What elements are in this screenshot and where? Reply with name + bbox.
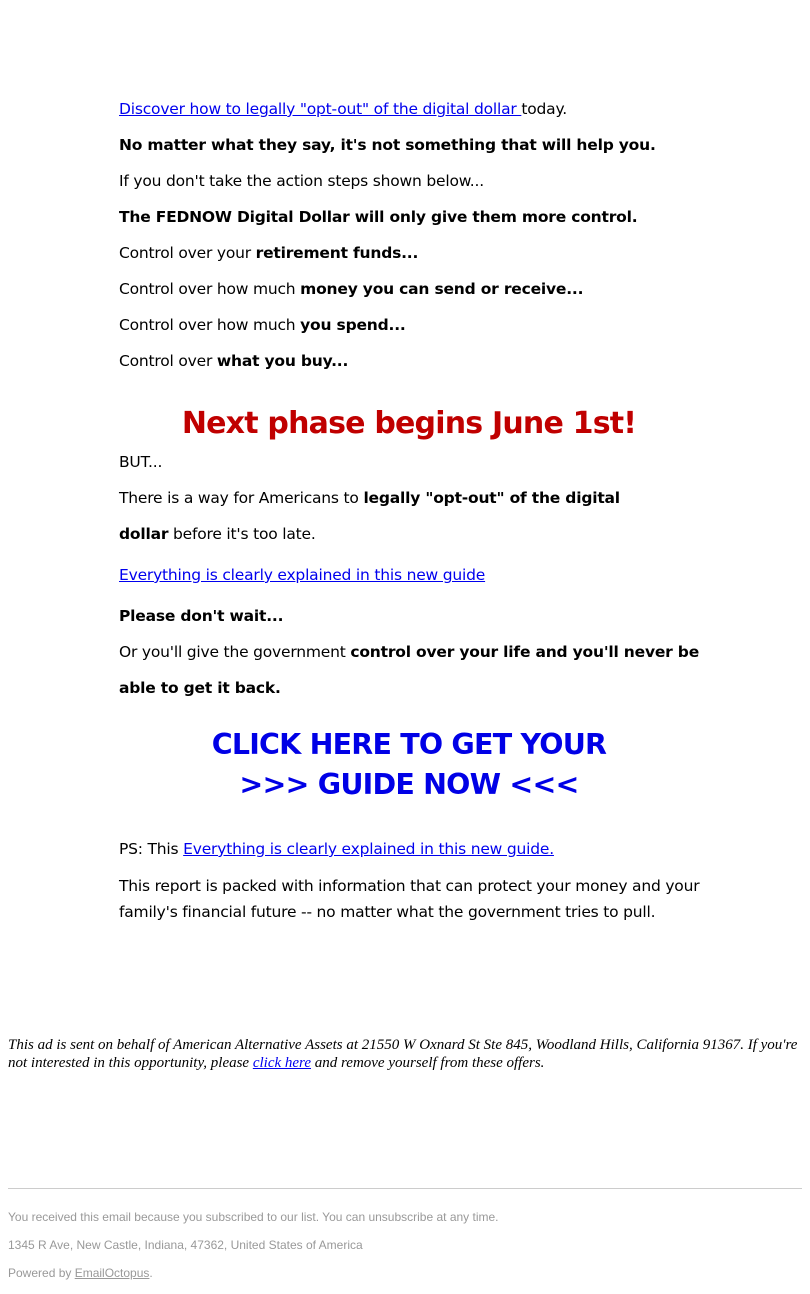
subscription-notice: You received this email because you subscribed to our list. You can unsubscribe at any time. bbox=[8, 1210, 499, 1224]
opt-out-link[interactable]: Discover how to legally "opt-out" of the digital dollar bbox=[119, 100, 522, 118]
not-helpful-statement: No matter what they say, it's not something that will help you. bbox=[119, 136, 656, 154]
control-life-line-1: Or you'll give the government control over your life and you'll never be bbox=[119, 643, 700, 661]
ad-disclaimer: This ad is sent on behalf of American Alternative Assets at 21550 W Oxnard St Ste 845, Woodland Hills, California 91367. If you're not interested in this opportunity, please click here and remove yourself from these offers. bbox=[8, 1037, 798, 1071]
footer-divider bbox=[8, 1188, 802, 1189]
but-line: BUT... bbox=[119, 453, 163, 471]
control-retirement-line: Control over your retirement funds... bbox=[119, 244, 419, 262]
email-body bbox=[119, 97, 699, 385]
powered-by: Powered by EmailOctopus. bbox=[8, 1266, 153, 1280]
control-buy-line: Control over what you buy... bbox=[119, 352, 349, 370]
report-paragraph: This report is packed with information that can protect your money and your family's financial future -- no matter what the government tries to pull. bbox=[119, 877, 700, 921]
emailoctopus-link[interactable]: EmailOctopus bbox=[74, 1266, 150, 1280]
get-guide-cta-button[interactable] bbox=[0, 725, 810, 805]
intro-line bbox=[119, 97, 699, 133]
ps-guide-link[interactable]: Everything is clearly explained in this new guide. bbox=[183, 840, 554, 858]
opt-out-line-1: There is a way for Americans to legally "opt-out" of the digital bbox=[119, 489, 620, 507]
guide-link[interactable]: Everything is clearly explained in this new guide bbox=[119, 566, 486, 584]
action-steps-line: If you don't take the action steps shown below... bbox=[119, 172, 484, 190]
cta-line-1[interactable]: CLICK HERE TO GET YOUR bbox=[211, 728, 607, 761]
control-life-line-2: able to get it back. bbox=[119, 679, 281, 697]
intro-tail: today. bbox=[521, 100, 567, 118]
email-footer bbox=[8, 1208, 802, 1292]
control-money-line: Control over how much money you can send or receive... bbox=[119, 280, 584, 298]
sender-address: 1345 R Ave, New Castle, Indiana, 47362, United States of America bbox=[8, 1238, 363, 1252]
control-spend-line: Control over how much you spend... bbox=[119, 316, 406, 334]
ps-line: PS: This Everything is clearly explained in this new guide. bbox=[119, 840, 554, 858]
ps-section bbox=[119, 837, 709, 925]
opt-out-offers-link[interactable]: click here bbox=[252, 1055, 311, 1071]
fednow-statement: The FEDNOW Digital Dollar will only give them more control. bbox=[119, 208, 638, 226]
please-wait-line: Please don't wait... bbox=[119, 607, 284, 625]
next-phase-headline: Next phase begins June 1st! bbox=[181, 406, 637, 441]
guide-line bbox=[119, 563, 699, 604]
cta-line-2[interactable]: >>> GUIDE NOW <<< bbox=[239, 768, 579, 801]
email-body-middle bbox=[119, 450, 699, 712]
opt-out-line-2: dollar before it's too late. bbox=[119, 525, 316, 543]
